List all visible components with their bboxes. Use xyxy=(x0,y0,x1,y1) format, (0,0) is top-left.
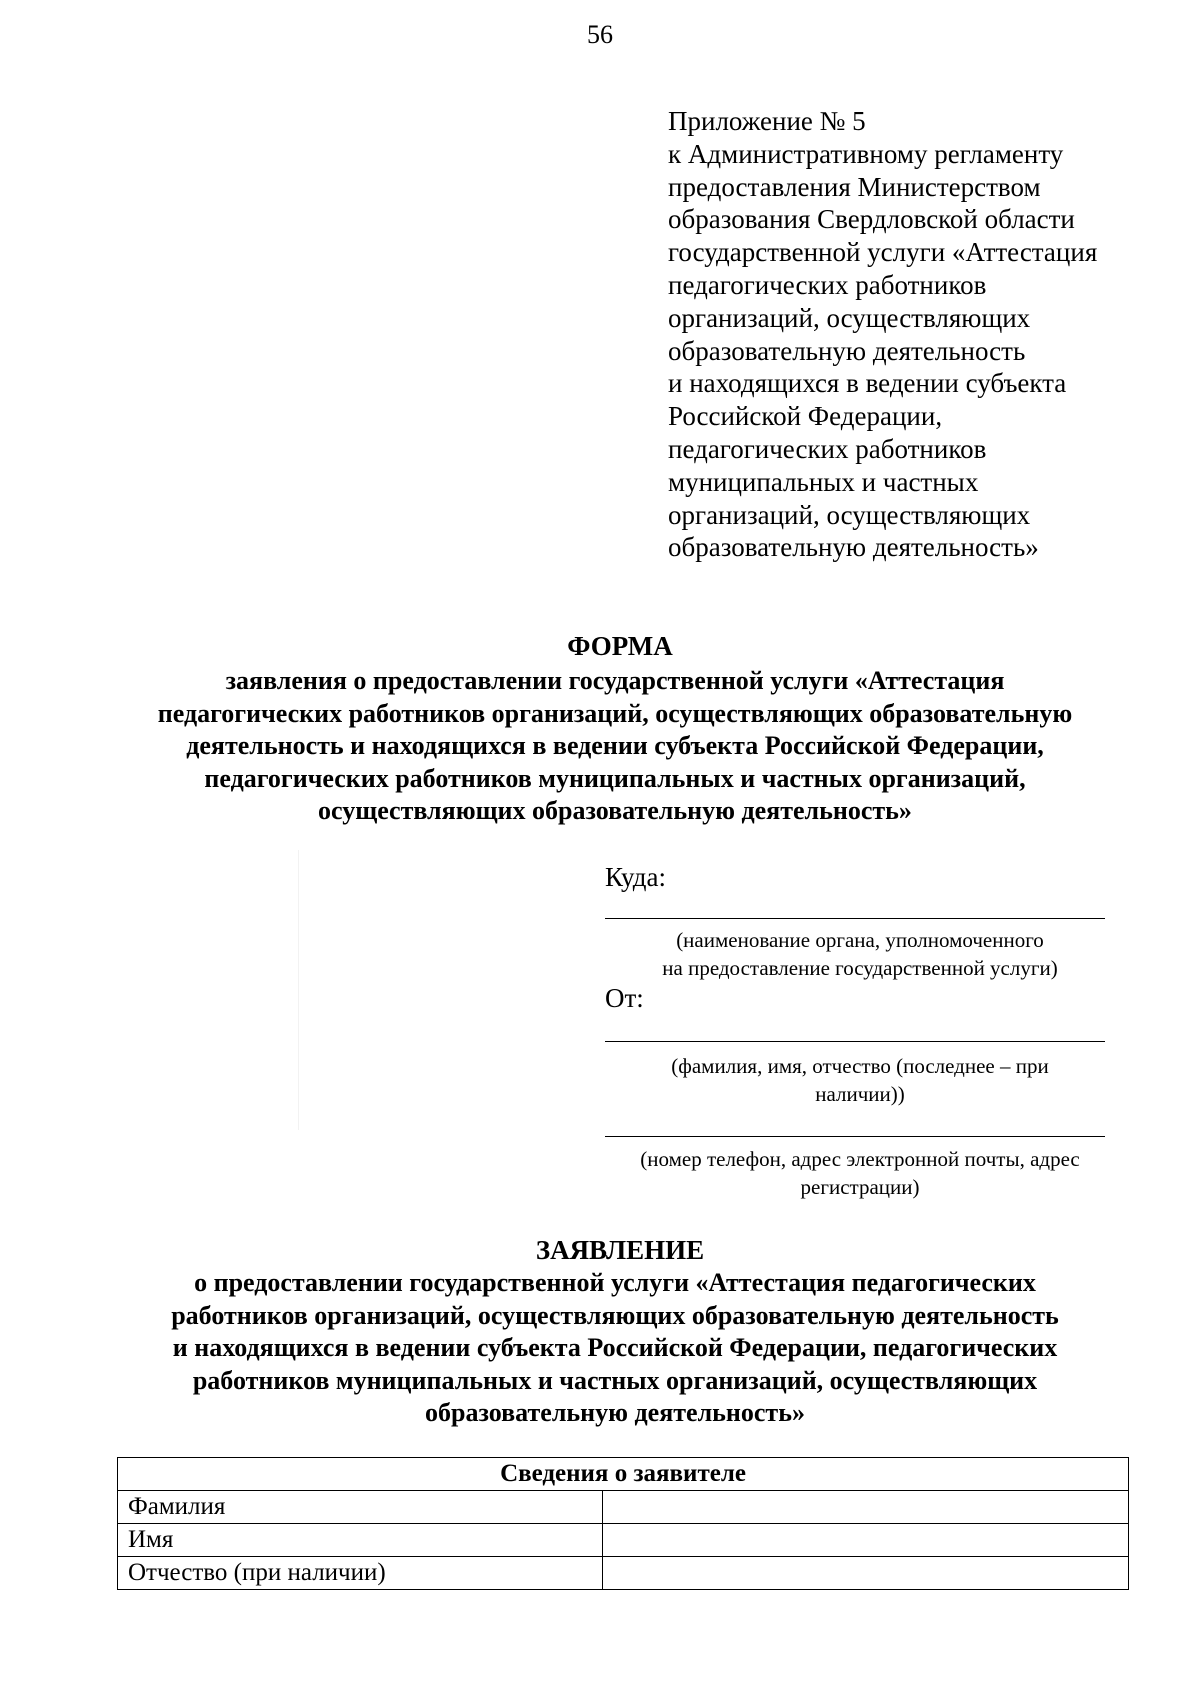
form-subtitle-line: педагогических работников муниципальных и частных организаций, xyxy=(204,763,1026,793)
statement-subtitle-line: о предоставлении государственной услуги «Аттестация педагогических xyxy=(194,1268,1036,1297)
form-subtitle-line: заявления о предоставлении государственной услуги «Аттестация xyxy=(225,666,1005,695)
statement-subtitle-line: образовательную деятельность» xyxy=(425,1398,805,1427)
contact-note-line: регистрации) xyxy=(800,1175,920,1199)
row-label-patronymic: Отчество (при наличии) xyxy=(118,1557,603,1590)
appendix-line: организаций, осуществляющих xyxy=(668,499,1031,530)
appendix-line: государственной услуги «Аттестация xyxy=(668,237,1098,268)
from-field-line[interactable] xyxy=(605,1041,1105,1042)
appendix-line: к Административному регламенту xyxy=(668,138,1064,169)
to-note-line: на предоставление государственной услуги) xyxy=(662,956,1058,980)
form-title: ФОРМА xyxy=(567,631,673,661)
appendix-line: педагогических работников xyxy=(668,269,987,300)
appendix-line: Российской Федерации, xyxy=(668,401,943,432)
contact-note xyxy=(600,1145,1120,1201)
form-subtitle xyxy=(90,665,1140,828)
form-subtitle-line: осуществляющих образовательную деятельность» xyxy=(318,796,912,825)
appendix-line: предоставления Министерством xyxy=(668,171,1041,202)
table-header-row xyxy=(118,1458,1129,1491)
to-label: Куда: xyxy=(605,862,667,892)
applicant-info-table xyxy=(117,1457,1129,1590)
from-note xyxy=(600,1052,1120,1108)
to-field-line[interactable] xyxy=(605,918,1105,919)
contact-field-line[interactable] xyxy=(605,1136,1105,1137)
table-row xyxy=(118,1557,1129,1590)
appendix-line: педагогических работников xyxy=(668,433,987,464)
from-label: От: xyxy=(605,983,644,1013)
appendix-line: Приложение № 5 xyxy=(668,106,866,136)
page-number: 56 xyxy=(587,20,613,49)
form-subtitle-line: педагогических работников организаций, осуществляющих образовательную xyxy=(157,698,1073,728)
appendix-line: образовательную деятельность» xyxy=(668,532,1039,563)
table-header: Сведения о заявителе xyxy=(118,1458,1129,1491)
to-note xyxy=(600,926,1120,982)
statement-subtitle-line: работников организаций, осуществляющих образовательную деятельность xyxy=(171,1300,1059,1330)
statement-subtitle-line: работников муниципальных и частных организаций, осуществляющих xyxy=(192,1365,1038,1395)
row-label-name: Имя xyxy=(118,1524,603,1557)
to-note-line: (наименование органа, уполномоченного xyxy=(676,928,1044,952)
table-row xyxy=(118,1491,1129,1524)
appendix-block xyxy=(668,105,1188,564)
appendix-line: организаций, осуществляющих xyxy=(668,302,1031,333)
statement-subtitle-line: и находящихся в ведении субъекта Российской Федерации, педагогических xyxy=(172,1333,1058,1362)
from-note-line: (фамилия, имя, отчество (последнее – при xyxy=(671,1054,1049,1078)
appendix-line: и находящихся в ведении субъекта xyxy=(668,368,1067,399)
form-subtitle-line: деятельность и находящихся в ведении субъекта Российской Федерации, xyxy=(186,731,1044,760)
appendix-line: муниципальных и частных xyxy=(668,466,979,497)
scan-artifact xyxy=(298,850,299,1130)
statement-title: ЗАЯВЛЕНИЕ xyxy=(535,1235,705,1265)
table-row xyxy=(118,1524,1129,1557)
row-value-patronymic[interactable] xyxy=(603,1557,1129,1590)
appendix-line: образовательную деятельность xyxy=(668,335,1026,366)
appendix-line: образования Свердловской области xyxy=(668,204,1075,235)
contact-note-line: (номер телефон, адрес электронной почты, адрес xyxy=(640,1147,1080,1171)
statement-subtitle xyxy=(90,1267,1140,1430)
row-value-name[interactable] xyxy=(603,1524,1129,1557)
from-note-line: наличии)) xyxy=(815,1082,905,1106)
row-value-surname[interactable] xyxy=(603,1491,1129,1524)
row-label-surname: Фамилия xyxy=(118,1491,603,1524)
